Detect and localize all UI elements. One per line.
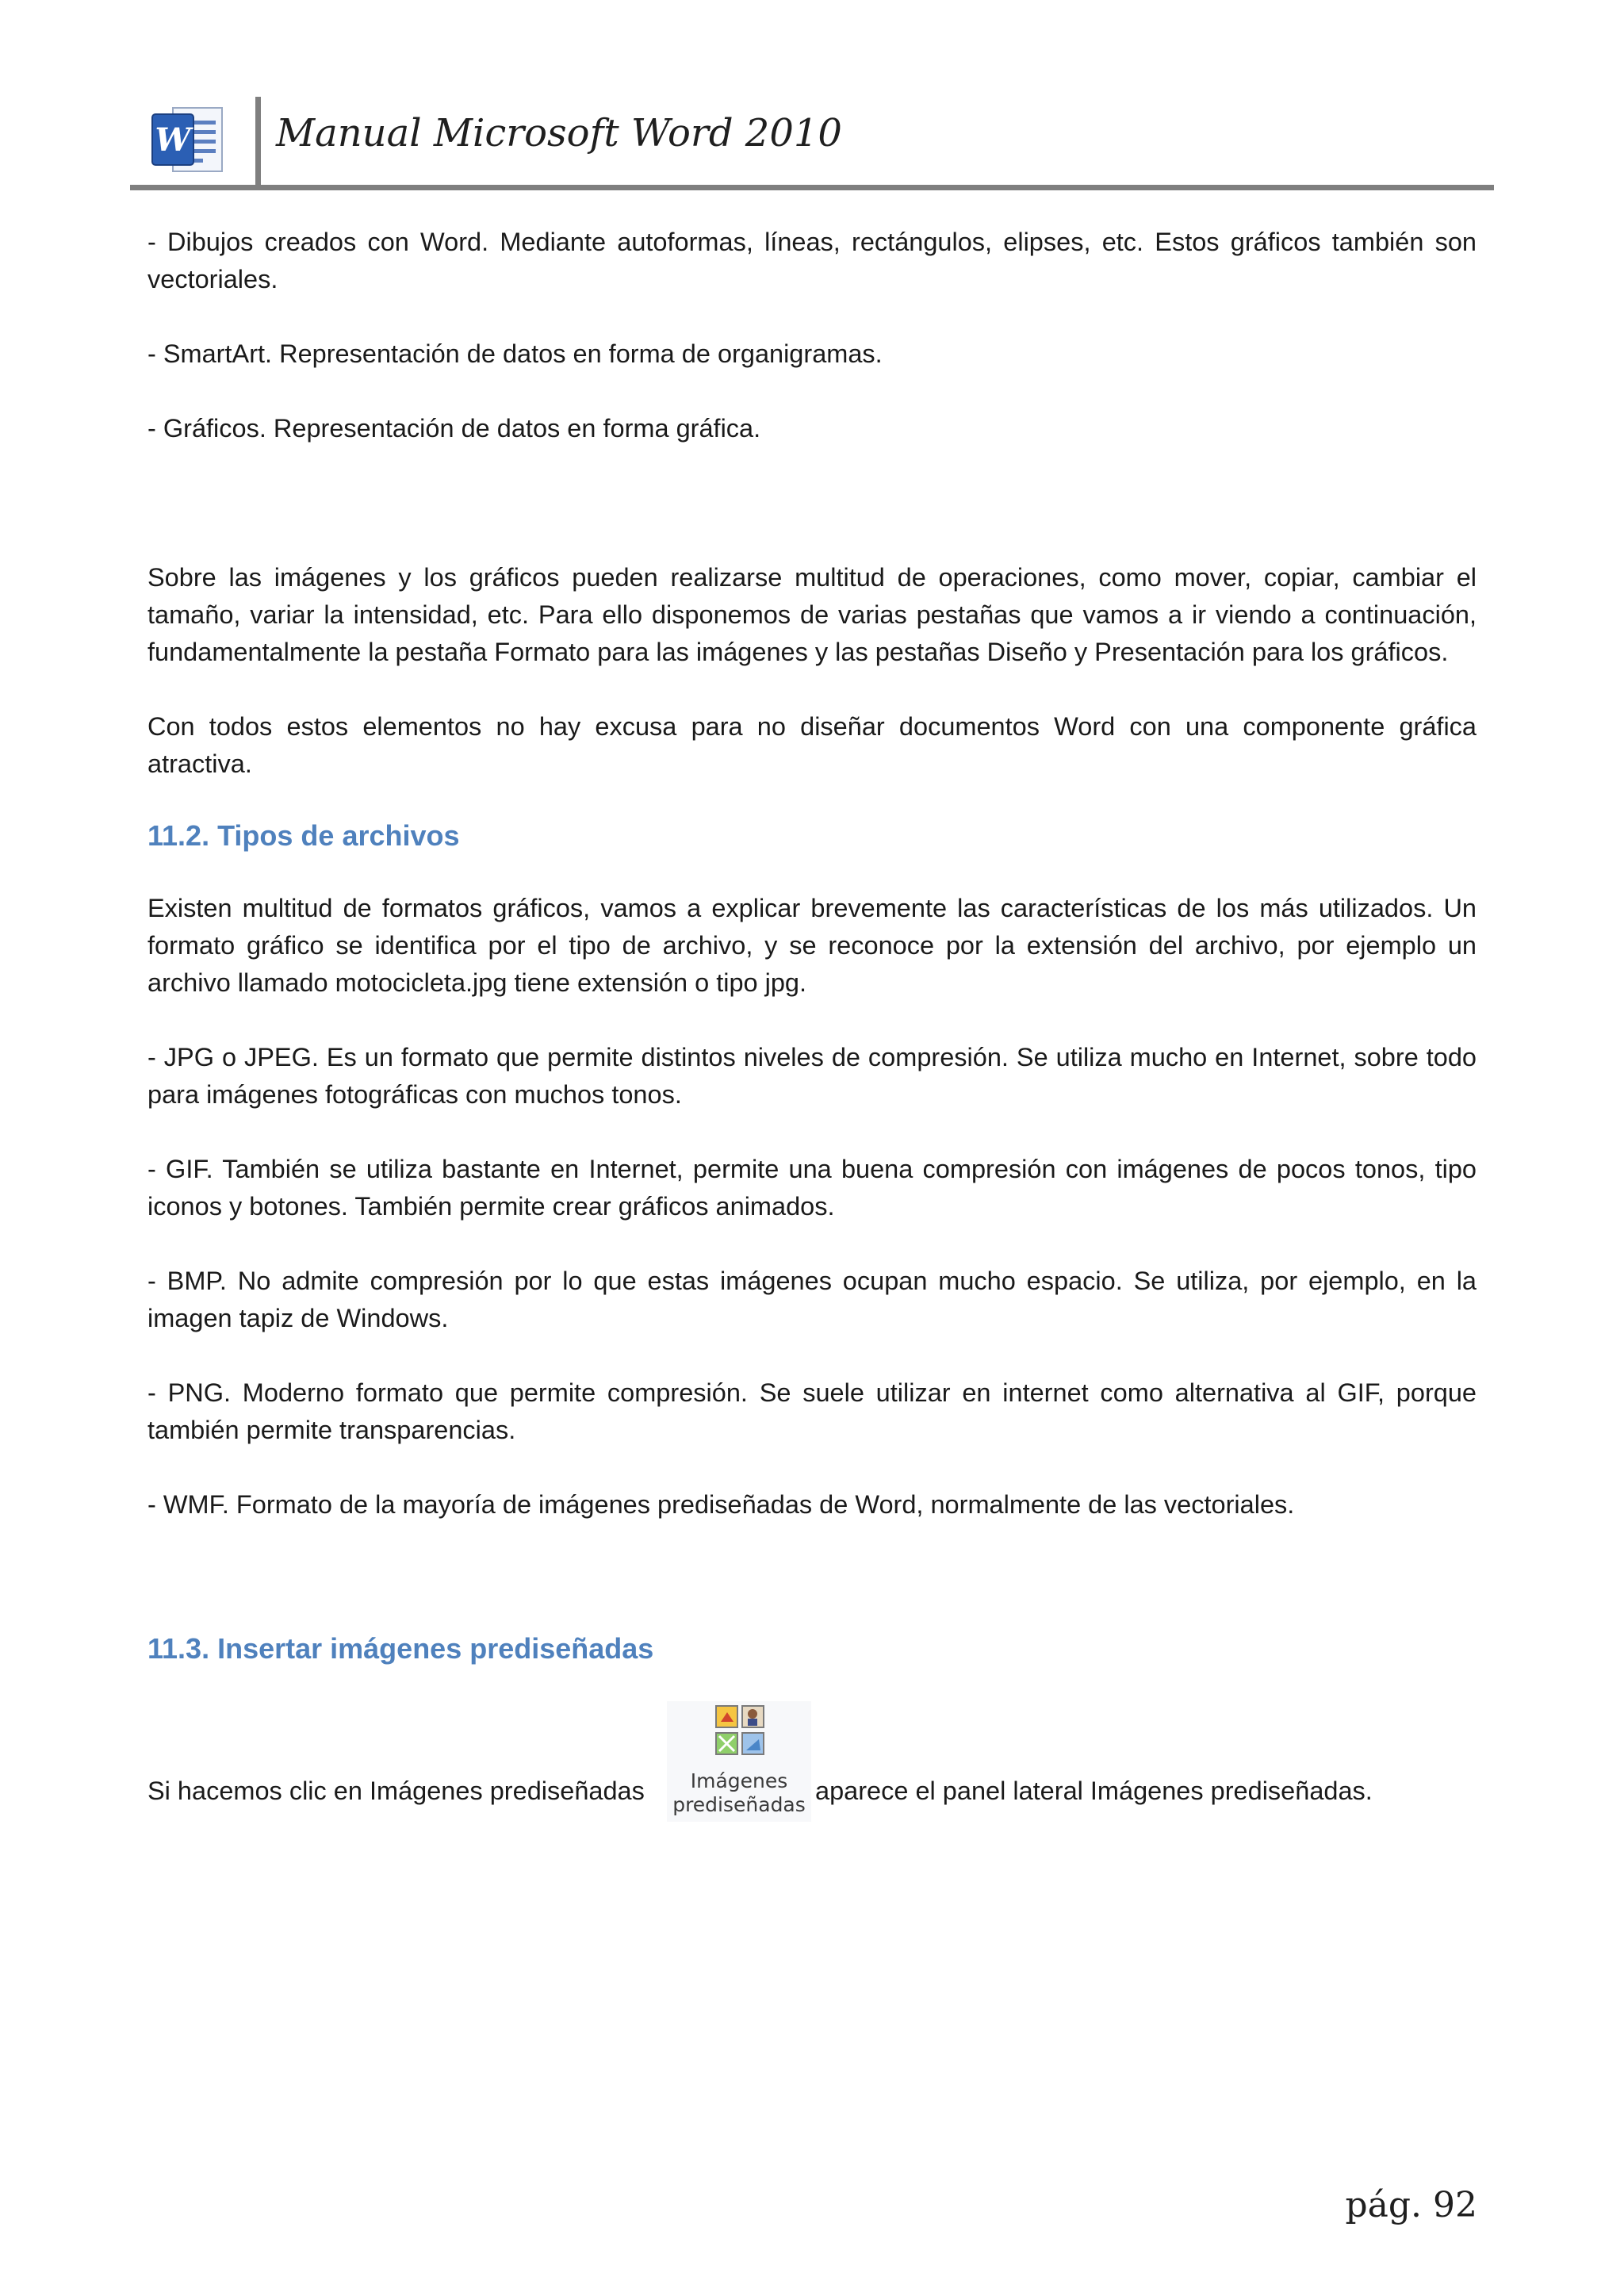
paragraph-png: - PNG. Moderno formato que permite compresión. Se suele utilizar en internet como alternativa al GIF, porque también permite transparencias. bbox=[147, 1378, 1477, 1444]
paragraph-dibujos: - Dibujos creados con Word. Mediante autoformas, líneas, rectángulos, elipses, etc. Estos gráficos también son vectoriales. bbox=[147, 228, 1477, 293]
paragraph-insertar-before: Si hacemos clic en Imágenes prediseñadas bbox=[147, 1777, 645, 1805]
paragraph-operaciones: Sobre las imágenes y los gráficos pueden realizarse multitud de operaciones, como mover, copiar, cambiar el tamaño, variar la intensidad, etc. Para ello disponemos de varias pestañas que vamos a ir viendo a continuación, fundamentalmente la pestaña Formato para las imágenes y las pestañas Diseño y Presentación para los gráficos. bbox=[147, 563, 1477, 666]
paragraph-formatos: Existen multitud de formatos gráficos, vamos a explicar brevemente las características de los más utilizados. Un formato gráfico se identifica por el tipo de archivo, y se reconoce por la extensión del archivo, por ejemplo un archivo llamado motocicleta.jpg tiene extensión o tipo jpg. bbox=[147, 894, 1477, 997]
page-number: pág. 92 bbox=[1345, 2185, 1477, 2225]
clip-art-icon bbox=[714, 1704, 765, 1757]
paragraph-graficos: - Gráficos. Representación de datos en forma gráfica. bbox=[147, 414, 761, 443]
page-header bbox=[130, 94, 1494, 192]
clip-art-label-line1: Imágenes bbox=[690, 1769, 788, 1792]
paragraph-wmf: - WMF. Formato de la mayoría de imágenes prediseñadas de Word, normalmente de las vectoriales. bbox=[147, 1490, 1295, 1519]
paragraph-gif: - GIF. También se utiliza bastante en Internet, permite una buena compresión con imágenes de pocos tonos, tipo iconos y botones. También permite crear gráficos animados. bbox=[147, 1155, 1477, 1221]
paragraph-jpg: - JPG o JPEG. Es un formato que permite distintos niveles de compresión. Se utiliza mucho en Internet, sobre todo para imágenes fotográficas con muchos tonos. bbox=[147, 1043, 1477, 1109]
header-rule bbox=[130, 185, 1494, 190]
paragraph-insertar-after: aparece el panel lateral Imágenes prediseñadas. bbox=[815, 1777, 1373, 1805]
paragraph-elementos: Con todos estos elementos no hay excusa para no diseñar documentos Word con una componente gráfica atractiva. bbox=[147, 712, 1477, 778]
header-title: Manual Microsoft Word 2010 bbox=[276, 111, 842, 155]
header-divider bbox=[255, 97, 261, 187]
paragraph-insertar bbox=[147, 1701, 1477, 1844]
document-body bbox=[147, 224, 1477, 1844]
svg-text:W: W bbox=[155, 121, 191, 159]
section-heading-insertar-imagenes: 11.3. Insertar imágenes prediseñadas bbox=[147, 1632, 654, 1665]
section-heading-tipos-archivos: 11.2. Tipos de archivos bbox=[147, 819, 460, 852]
clip-art-label-line2: prediseñadas bbox=[672, 1793, 806, 1816]
paragraph-bmp: - BMP. No admite compresión por lo que estas imágenes ocupan mucho espacio. Se utiliza, por ejemplo, en la imagen tapiz de Windows. bbox=[147, 1267, 1477, 1332]
clip-art-button[interactable] bbox=[667, 1701, 811, 1822]
paragraph-smartart: - SmartArt. Representación de datos en forma de organigramas. bbox=[147, 339, 883, 368]
word-logo-icon bbox=[149, 103, 228, 178]
